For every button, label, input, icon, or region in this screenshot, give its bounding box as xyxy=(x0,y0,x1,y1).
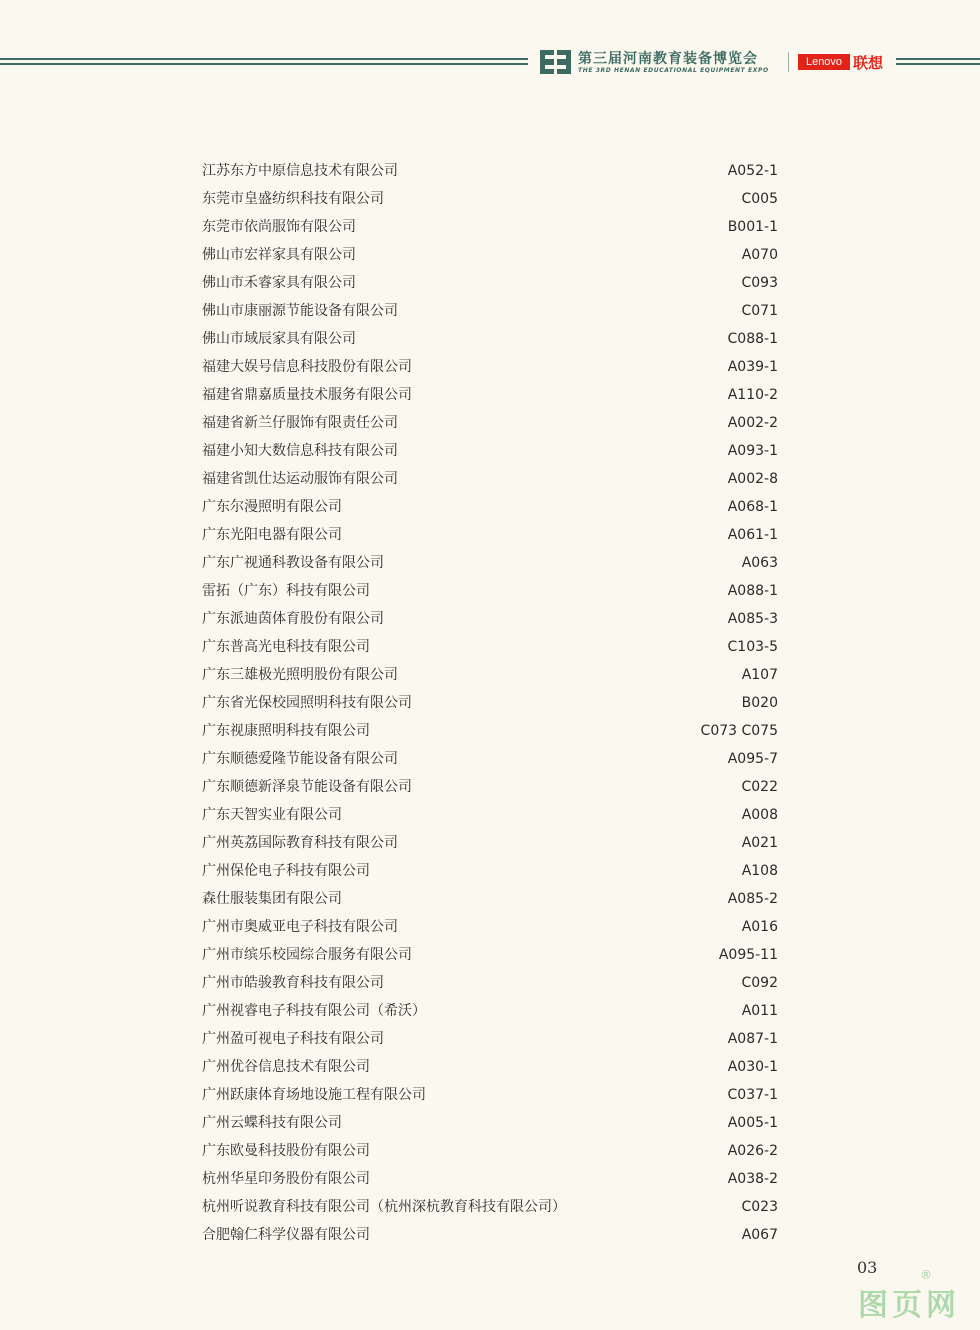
exhibitor-name: 广州跃康体育场地设施工程有限公司 xyxy=(202,1087,426,1103)
booth-number: C103-5 xyxy=(727,639,778,655)
exhibitor-row xyxy=(202,745,780,773)
exhibitor-row xyxy=(202,913,780,941)
booth-number: A108 xyxy=(741,863,778,879)
lenovo-cn-logo: 联想 xyxy=(853,54,884,72)
expo-logo-icon xyxy=(540,50,572,74)
booth-number: A039-1 xyxy=(727,359,778,375)
booth-number: A030-1 xyxy=(727,1059,778,1075)
exhibitor-name: 广州英荔国际教育科技有限公司 xyxy=(202,835,398,851)
exhibitor-name: 佛山市禾睿家具有限公司 xyxy=(202,275,356,291)
exhibitor-name: 福建小知大数信息科技有限公司 xyxy=(202,443,398,459)
booth-number: A038-2 xyxy=(727,1171,778,1187)
exhibitor-name: 广州盈可视电子科技有限公司 xyxy=(202,1031,384,1047)
booth-number: A087-1 xyxy=(727,1031,778,1047)
exhibitor-name: 福建省凯仕达运动服饰有限公司 xyxy=(202,471,398,487)
exhibitor-name: 森仕服装集团有限公司 xyxy=(202,891,342,907)
booth-number: A061-1 xyxy=(727,527,778,543)
expo-title: 第三届河南教育装备博览会 xyxy=(578,51,758,67)
exhibitor-name: 雷拓（广东）科技有限公司 xyxy=(202,583,370,599)
exhibitor-row xyxy=(202,1109,780,1137)
header-divider xyxy=(788,52,789,72)
exhibitor-row xyxy=(202,1081,780,1109)
exhibitor-row xyxy=(202,605,780,633)
exhibitor-name: 合肥翰仁科学仪器有限公司 xyxy=(202,1227,370,1243)
booth-number: A070 xyxy=(741,247,778,263)
exhibitor-row xyxy=(202,997,780,1025)
exhibitor-name: 福建省新兰仔服饰有限责任公司 xyxy=(202,415,398,431)
booth-number: A002-8 xyxy=(727,471,778,487)
exhibitor-row xyxy=(202,633,780,661)
exhibitor-name: 广州保伦电子科技有限公司 xyxy=(202,863,370,879)
booth-number: A067 xyxy=(741,1227,778,1243)
page-number: 03 xyxy=(857,1258,878,1277)
exhibitor-row xyxy=(202,689,780,717)
exhibitor-name: 广州云蝶科技有限公司 xyxy=(202,1115,342,1131)
exhibitor-row xyxy=(202,157,780,185)
booth-number: A085-3 xyxy=(727,611,778,627)
exhibitor-row xyxy=(202,1137,780,1165)
booth-number: C023 xyxy=(741,1199,778,1215)
booth-number: A016 xyxy=(741,919,778,935)
exhibitor-name: 广东光阳电器有限公司 xyxy=(202,527,342,543)
exhibitor-row xyxy=(202,1193,780,1221)
exhibitor-name: 广州市奥威亚电子科技有限公司 xyxy=(202,919,398,935)
booth-number: C093 xyxy=(741,275,778,291)
exhibitor-row xyxy=(202,437,780,465)
exhibitor-row xyxy=(202,1025,780,1053)
booth-number: C088-1 xyxy=(727,331,778,347)
booth-number: C005 xyxy=(741,191,778,207)
watermark-registered-mark: ® xyxy=(920,1268,932,1282)
booth-number: C092 xyxy=(741,975,778,991)
exhibitor-name: 广州市皓骏教育科技有限公司 xyxy=(202,975,384,991)
exhibitor-list xyxy=(202,157,780,1249)
exhibitor-row xyxy=(202,1221,780,1249)
exhibitor-name: 广东广视通科教设备有限公司 xyxy=(202,555,384,571)
booth-number: A085-2 xyxy=(727,891,778,907)
watermark-logo: 图页网 xyxy=(858,1288,960,1323)
booth-number: A052-1 xyxy=(727,163,778,179)
exhibitor-row xyxy=(202,549,780,577)
exhibitor-name: 广东视康照明科技有限公司 xyxy=(202,723,370,739)
exhibitor-row xyxy=(202,773,780,801)
exhibitor-name: 广州视睿电子科技有限公司（希沃） xyxy=(202,1003,426,1019)
booth-number: A107 xyxy=(741,667,778,683)
booth-number: A026-2 xyxy=(727,1143,778,1159)
booth-number: B020 xyxy=(741,695,778,711)
exhibitor-name: 杭州听说教育科技有限公司（杭州深杭教育科技有限公司） xyxy=(202,1199,566,1215)
exhibitor-row xyxy=(202,801,780,829)
booth-number: A008 xyxy=(741,807,778,823)
exhibitor-row xyxy=(202,213,780,241)
exhibitor-row xyxy=(202,717,780,745)
exhibitor-name: 广州优谷信息技术有限公司 xyxy=(202,1059,370,1075)
exhibitor-name: 福建大娱号信息科技股份有限公司 xyxy=(202,359,412,375)
exhibitor-row xyxy=(202,661,780,689)
header-rule-right xyxy=(896,58,980,67)
expo-subtitle: THE 3RD HENAN EDUCATIONAL EQUIPMENT EXPO xyxy=(578,67,769,74)
exhibitor-name: 广东欧曼科技股份有限公司 xyxy=(202,1143,370,1159)
exhibitor-name: 广东顺德爱隆节能设备有限公司 xyxy=(202,751,398,767)
exhibitor-row xyxy=(202,269,780,297)
exhibitor-row xyxy=(202,493,780,521)
lenovo-logo: Lenovo xyxy=(798,54,850,70)
exhibitor-row xyxy=(202,325,780,353)
exhibitor-row xyxy=(202,465,780,493)
exhibitor-row xyxy=(202,577,780,605)
booth-number: A011 xyxy=(741,1003,778,1019)
exhibitor-name: 广东尔漫照明有限公司 xyxy=(202,499,342,515)
exhibitor-row xyxy=(202,521,780,549)
exhibitor-row xyxy=(202,1053,780,1081)
exhibitor-row xyxy=(202,941,780,969)
exhibitor-name: 广州市缤乐校园综合服务有限公司 xyxy=(202,947,412,963)
exhibitor-row xyxy=(202,1165,780,1193)
exhibitor-row xyxy=(202,969,780,997)
exhibitor-name: 广东派迪茵体育股份有限公司 xyxy=(202,611,384,627)
exhibitor-name: 佛山市宏祥家具有限公司 xyxy=(202,247,356,263)
exhibitor-name: 广东顺德新泽泉节能设备有限公司 xyxy=(202,779,412,795)
exhibitor-name: 佛山市康丽源节能设备有限公司 xyxy=(202,303,398,319)
exhibitor-row xyxy=(202,381,780,409)
exhibitor-name: 广东天智实业有限公司 xyxy=(202,807,342,823)
exhibitor-name: 杭州华星印务股份有限公司 xyxy=(202,1171,370,1187)
exhibitor-row xyxy=(202,241,780,269)
booth-number: A068-1 xyxy=(727,499,778,515)
exhibitor-name: 东莞市皇盛纺织科技有限公司 xyxy=(202,191,384,207)
exhibitor-row xyxy=(202,885,780,913)
booth-number: C022 xyxy=(741,779,778,795)
booth-number: A093-1 xyxy=(727,443,778,459)
booth-number: A110-2 xyxy=(727,387,778,403)
booth-number: A063 xyxy=(741,555,778,571)
exhibitor-row xyxy=(202,297,780,325)
booth-number: A002-2 xyxy=(727,415,778,431)
exhibitor-row xyxy=(202,829,780,857)
exhibitor-row xyxy=(202,857,780,885)
exhibitor-row xyxy=(202,353,780,381)
booth-number: A095-7 xyxy=(727,751,778,767)
booth-number: A021 xyxy=(741,835,778,851)
exhibitor-name: 佛山市域辰家具有限公司 xyxy=(202,331,356,347)
exhibitor-name: 福建省鼎嘉质量技术服务有限公司 xyxy=(202,387,412,403)
exhibitor-name: 广东三雄极光照明股份有限公司 xyxy=(202,667,398,683)
exhibitor-row xyxy=(202,409,780,437)
exhibitor-name: 广东普高光电科技有限公司 xyxy=(202,639,370,655)
exhibitor-name: 东莞市依尚服饰有限公司 xyxy=(202,219,356,235)
booth-number: A005-1 xyxy=(727,1115,778,1131)
booth-number: C073 C075 xyxy=(700,723,778,739)
booth-number: C071 xyxy=(741,303,778,319)
booth-number: B001-1 xyxy=(727,219,778,235)
header-rule-left xyxy=(0,58,528,67)
booth-number: C037-1 xyxy=(727,1087,778,1103)
exhibitor-row xyxy=(202,185,780,213)
exhibitor-name: 广东省光保校园照明科技有限公司 xyxy=(202,695,412,711)
exhibitor-name: 江苏东方中原信息技术有限公司 xyxy=(202,163,398,179)
booth-number: A088-1 xyxy=(727,583,778,599)
booth-number: A095-11 xyxy=(718,947,778,963)
